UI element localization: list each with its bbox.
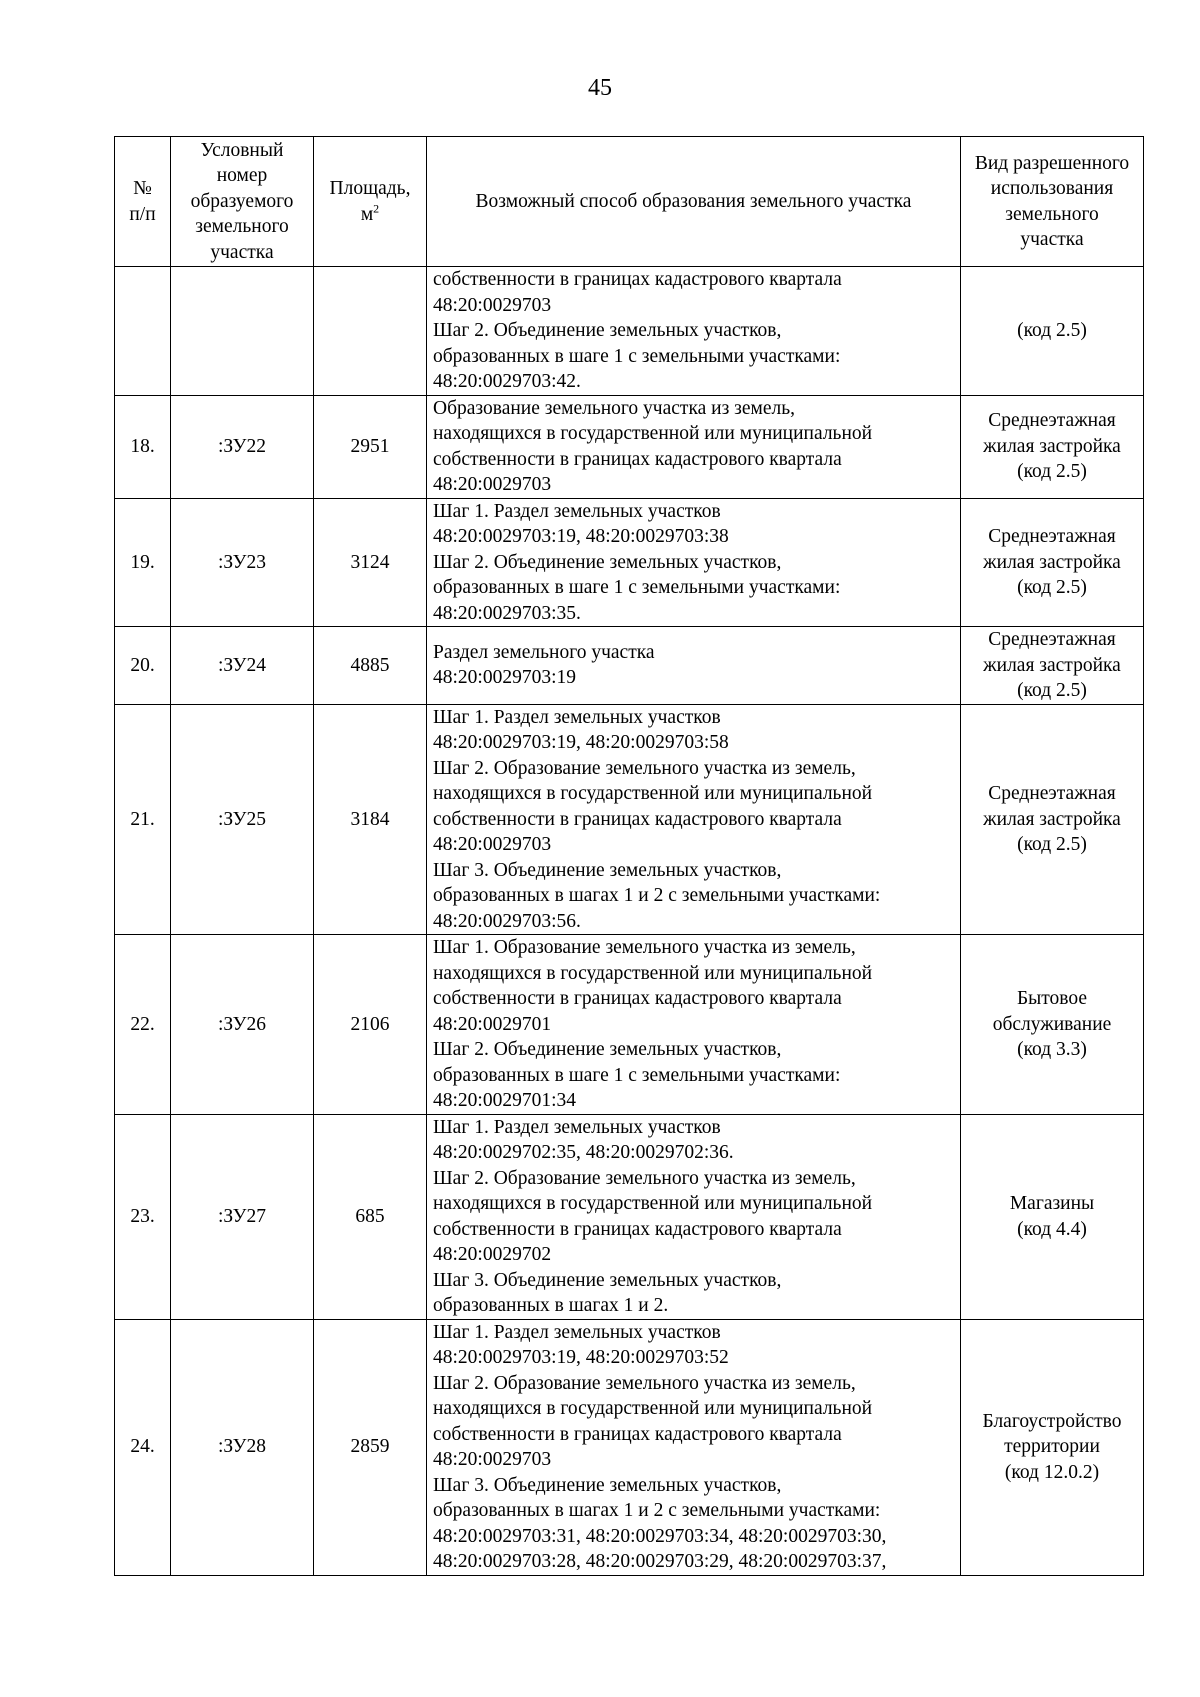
method-line: Шаг 1. Раздел земельных участков xyxy=(433,1321,721,1343)
method-line: 48:20:0029703:19 xyxy=(433,667,577,689)
method-line: 48:20:0029703:31, 48:20:0029703:34, 48:20:0029703:30, xyxy=(433,1525,887,1547)
use-line: (код 2.5) xyxy=(1017,320,1087,341)
cell-number: 20. xyxy=(115,627,171,705)
method-line: Шаг 2. Образование земельного участка из земель, xyxy=(433,1167,856,1189)
header-cond-line: земельного xyxy=(195,216,289,238)
header-area-unit-base: м xyxy=(360,203,374,225)
cell-method xyxy=(427,935,961,1115)
header-cond-line: образуемого xyxy=(190,190,294,212)
method-line: 48:20:0029703:19, 48:20:0029703:38 xyxy=(433,526,729,547)
method-line: образованных в шагах 1 и 2 с земельными участками: xyxy=(433,1500,881,1521)
header-number xyxy=(115,137,171,267)
cell-number: 21. xyxy=(115,704,171,935)
cell-conditional-number: :ЗУ23 xyxy=(171,498,314,627)
cell-number: 18. xyxy=(115,395,171,498)
method-line: образованных в шаге 1 с земельными участками: xyxy=(433,345,841,367)
method-line: 48:20:0029703:56. xyxy=(433,910,581,932)
cell-method xyxy=(427,498,961,627)
table-row xyxy=(115,627,1144,705)
use-line: территории xyxy=(1004,1436,1100,1458)
header-number-line: № xyxy=(133,178,152,199)
land-plots-table xyxy=(114,136,1144,1576)
method-line: собственности в границах кадастрового квартала xyxy=(433,1423,842,1445)
cell-permitted-use xyxy=(961,498,1144,627)
use-line: (код 12.0.2) xyxy=(1004,1461,1100,1483)
table-row xyxy=(115,1319,1144,1575)
method-line: образованных в шаге 1 с земельными участками: xyxy=(433,577,841,598)
cell-area: 2859 xyxy=(314,1319,427,1575)
method-line: 48:20:0029701:34 xyxy=(433,1090,577,1111)
method-line: 48:20:0029702 xyxy=(433,1244,552,1265)
method-line: находящихся в государственной или муниципальной xyxy=(433,423,873,444)
header-method-text: Возможный способ образования земельного участка xyxy=(475,190,912,212)
header-method xyxy=(427,137,961,267)
method-line: находящихся в государственной или муниципальной xyxy=(433,1398,873,1419)
use-line: Благоустройство xyxy=(982,1410,1122,1432)
method-line: 48:20:0029703:28, 48:20:0029703:29, 48:20:0029703:37, xyxy=(433,1551,887,1572)
table-header-row xyxy=(115,137,1144,267)
method-line: Раздел земельного участка xyxy=(433,641,655,663)
cell-area: 2951 xyxy=(314,395,427,498)
cell-conditional-number: :ЗУ27 xyxy=(171,1114,314,1319)
page-number: 45 xyxy=(588,75,612,101)
method-line: Шаг 3. Объединение земельных участков, xyxy=(433,859,782,881)
header-area xyxy=(314,137,427,267)
method-line: находящихся в государственной или муниципальной xyxy=(433,962,873,984)
header-permitted-use xyxy=(961,137,1144,267)
method-line: 48:20:0029702:35, 48:20:0029702:36. xyxy=(433,1142,734,1163)
cell-method xyxy=(427,627,961,705)
cell-permitted-use xyxy=(961,704,1144,935)
cell-method xyxy=(427,704,961,935)
header-cond-line: Условный xyxy=(200,139,284,161)
table-row xyxy=(115,395,1144,498)
method-line: Шаг 2. Образование земельного участка из земель, xyxy=(433,757,856,779)
method-line: Шаг 1. Раздел земельных участков xyxy=(433,1116,721,1138)
cell-number xyxy=(115,267,171,396)
cell-area xyxy=(314,267,427,396)
method-line: Шаг 3. Объединение земельных участков, xyxy=(433,1474,782,1496)
table-row xyxy=(115,935,1144,1115)
use-line: Бытовое xyxy=(1016,988,1088,1009)
cell-permitted-use xyxy=(961,627,1144,705)
method-line: 48:20:0029703:19, 48:20:0029703:58 xyxy=(433,732,729,753)
cell-permitted-use xyxy=(961,395,1144,498)
cell-method xyxy=(427,1319,961,1575)
use-line: (код 2.5) xyxy=(1017,577,1087,598)
method-line: Шаг 2. Объединение земельных участков, xyxy=(433,320,782,341)
cell-permitted-use xyxy=(961,1319,1144,1575)
header-use-line: использования xyxy=(990,178,1114,199)
method-line: 48:20:0029703:42. xyxy=(433,371,581,392)
table-row xyxy=(115,498,1144,627)
use-line: Среднеэтажная xyxy=(988,629,1116,650)
use-line: (код 2.5) xyxy=(1017,834,1087,855)
cell-number: 19. xyxy=(115,498,171,627)
cell-permitted-use xyxy=(961,267,1144,396)
method-line: собственности в границах кадастрового квартала xyxy=(433,988,842,1009)
cell-conditional-number: :ЗУ22 xyxy=(171,395,314,498)
use-line: (код 3.3) xyxy=(1017,1039,1087,1060)
method-line: 48:20:0029703:19, 48:20:0029703:52 xyxy=(433,1347,729,1368)
table-row xyxy=(115,704,1144,935)
cell-area: 4885 xyxy=(314,627,427,705)
method-line: 48:20:0029703:35. xyxy=(433,602,581,624)
use-line: жилая застройка xyxy=(983,654,1121,676)
cell-area: 3184 xyxy=(314,704,427,935)
use-line: Среднеэтажная xyxy=(988,783,1116,804)
method-line: 48:20:0029703 xyxy=(433,834,552,855)
cell-method xyxy=(427,267,961,396)
method-line: собственности в границах кадастрового квартала xyxy=(433,448,842,470)
cell-conditional-number: :ЗУ25 xyxy=(171,704,314,935)
method-line: Шаг 2. Образование земельного участка из земель, xyxy=(433,1372,856,1394)
method-line: Шаг 2. Объединение земельных участков, xyxy=(433,1039,782,1060)
header-area-unit-sup: 2 xyxy=(373,201,380,215)
method-line: Шаг 2. Объединение земельных участков, xyxy=(433,551,782,573)
header-cond-line: номер xyxy=(216,165,268,187)
method-line: образованных в шагах 1 и 2. xyxy=(433,1295,669,1316)
method-line: образованных в шаге 1 с земельными участками: xyxy=(433,1064,841,1086)
use-line: (код 4.4) xyxy=(1017,1218,1087,1240)
cell-conditional-number xyxy=(171,267,314,396)
use-line: (код 2.5) xyxy=(1017,680,1087,701)
header-cond-line: участка xyxy=(210,241,274,263)
cell-method xyxy=(427,1114,961,1319)
method-line: Шаг 3. Объединение земельных участков, xyxy=(433,1269,782,1291)
method-line: образованных в шагах 1 и 2 с земельными участками: xyxy=(433,885,881,906)
cell-conditional-number: :ЗУ28 xyxy=(171,1319,314,1575)
use-line: жилая застройка xyxy=(983,551,1121,573)
header-use-line: земельного xyxy=(1005,203,1099,225)
header-area-unit xyxy=(320,202,420,228)
cell-number: 24. xyxy=(115,1319,171,1575)
method-line: Образование земельного участка из земель, xyxy=(433,397,796,419)
cell-area: 3124 xyxy=(314,498,427,627)
cell-permitted-use xyxy=(961,1114,1144,1319)
use-line: Среднеэтажная xyxy=(988,526,1116,547)
cell-area: 685 xyxy=(314,1114,427,1319)
use-line: обслуживание xyxy=(992,1013,1112,1035)
use-line: Магазины xyxy=(1009,1193,1095,1214)
method-line: 48:20:0029703 xyxy=(433,1449,552,1470)
method-line: находящихся в государственной или муниципальной xyxy=(433,783,873,804)
method-line: 48:20:0029703 xyxy=(433,474,552,495)
method-line: собственности в границах кадастрового квартала xyxy=(433,1218,842,1240)
table-row xyxy=(115,267,1144,396)
header-area-line: Площадь, xyxy=(329,178,411,199)
method-line: Шаг 1. Раздел земельных участков xyxy=(433,500,721,522)
header-number-line: п/п xyxy=(129,203,156,225)
cell-conditional-number: :ЗУ26 xyxy=(171,935,314,1115)
method-line: 48:20:0029703 xyxy=(433,294,552,316)
method-line: находящихся в государственной или муниципальной xyxy=(433,1193,873,1214)
method-line: собственности в границах кадастрового квартала xyxy=(433,808,842,830)
method-line: Шаг 1. Образование земельного участка из земель, xyxy=(433,937,856,958)
use-line: жилая застройка xyxy=(983,435,1121,457)
cell-number: 23. xyxy=(115,1114,171,1319)
use-line: жилая застройка xyxy=(983,808,1121,830)
cell-area: 2106 xyxy=(314,935,427,1115)
cell-number: 22. xyxy=(115,935,171,1115)
header-conditional-number xyxy=(171,137,314,267)
method-line: собственности в границах кадастрового квартала xyxy=(433,269,842,290)
cell-method xyxy=(427,395,961,498)
use-line: Среднеэтажная xyxy=(988,410,1116,432)
cell-conditional-number: :ЗУ24 xyxy=(171,627,314,705)
table-row xyxy=(115,1114,1144,1319)
method-line: 48:20:0029701 xyxy=(433,1013,552,1035)
use-line: (код 2.5) xyxy=(1017,461,1087,483)
header-use-line: Вид разрешенного xyxy=(974,152,1130,174)
cell-permitted-use xyxy=(961,935,1144,1115)
header-use-line: участка xyxy=(1020,229,1084,250)
method-line: Шаг 1. Раздел земельных участков xyxy=(433,706,721,728)
